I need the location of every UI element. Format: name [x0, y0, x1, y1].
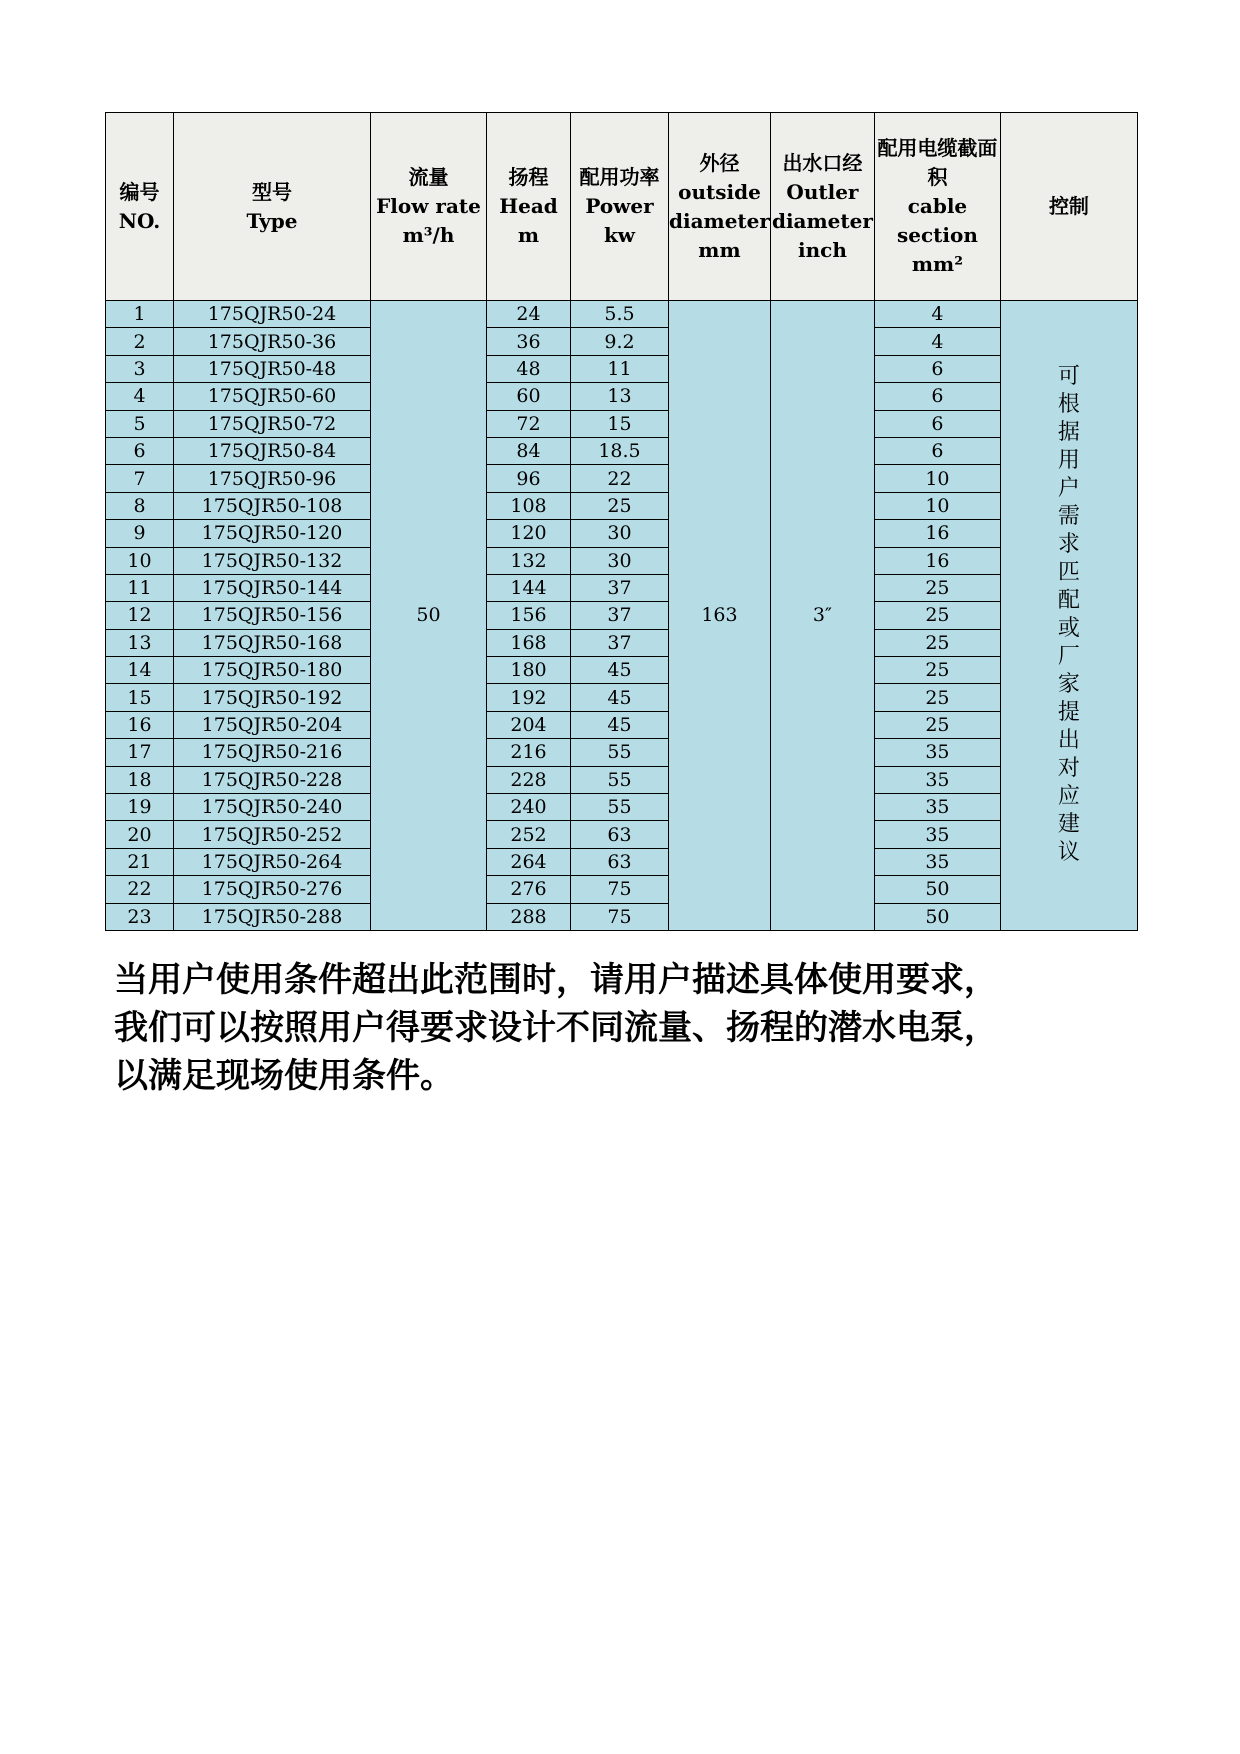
cell-type: 175QJR50-180: [174, 657, 371, 684]
cell-cable-section: 16: [874, 547, 1000, 574]
cell-cable-section: 25: [874, 657, 1000, 684]
usage-note-line-3: 以满足现场使用条件。: [114, 1056, 454, 1096]
cell-power: 37: [571, 574, 669, 601]
cell-power: 55: [571, 794, 669, 821]
cell-cable-section: 6: [874, 355, 1000, 382]
cell-head: 264: [487, 848, 571, 875]
cell-power: 63: [571, 821, 669, 848]
table-row: [106, 574, 1138, 601]
cell-type: 175QJR50-264: [174, 848, 371, 875]
cell-cable-section: 6: [874, 437, 1000, 464]
cell-power: 25: [571, 492, 669, 519]
cell-cable-section: 4: [874, 301, 1000, 328]
cell-type: 175QJR50-192: [174, 684, 371, 711]
cell-head: 36: [487, 328, 571, 355]
cell-control: [1000, 301, 1137, 931]
header-head-en-1: m: [517, 223, 540, 247]
cell-no: 22: [106, 876, 174, 903]
cell-head: 168: [487, 629, 571, 656]
control-text: 可根据用户需求匹配或厂家提出对应建议: [1057, 364, 1080, 866]
table-header-row: [106, 113, 1138, 301]
cell-type: 175QJR50-216: [174, 739, 371, 766]
cell-type: 175QJR50-276: [174, 876, 371, 903]
header-head-en-0: Head: [499, 194, 558, 218]
header-outlet-diameter-zh: 出水口经: [782, 150, 863, 175]
header-flow-rate-zh: 流量: [408, 165, 449, 189]
cell-no: 2: [106, 328, 174, 355]
cell-head: 60: [487, 383, 571, 410]
cell-type: 175QJR50-72: [174, 410, 371, 437]
header-outlet-diameter: [770, 113, 874, 301]
table-row: [106, 602, 1138, 629]
cell-type: 175QJR50-132: [174, 547, 371, 574]
cell-no: 1: [106, 301, 174, 328]
cell-no: 4: [106, 383, 174, 410]
header-head: [487, 113, 571, 301]
table-row: [106, 547, 1138, 574]
cell-power: 63: [571, 848, 669, 875]
cell-type: 175QJR50-120: [174, 520, 371, 547]
cell-power: 75: [571, 876, 669, 903]
table-row: [106, 711, 1138, 738]
cell-cable-section: 35: [874, 794, 1000, 821]
header-outlet-diameter-en-2: inch: [798, 237, 847, 262]
cell-type: 175QJR50-84: [174, 437, 371, 464]
header-outside-diameter-zh: 外径: [699, 150, 740, 175]
header-outlet-diameter-en-0: Outler: [786, 179, 859, 204]
header-flow-rate: [371, 113, 487, 301]
cell-no: 11: [106, 574, 174, 601]
table-row: [106, 766, 1138, 793]
header-outlet-diameter-en-1: diameter: [771, 208, 873, 233]
cell-no: 12: [106, 602, 174, 629]
header-cable-section: [874, 113, 1000, 301]
header-outside-diameter: [669, 113, 771, 301]
cell-type: 175QJR50-228: [174, 766, 371, 793]
header-power-en-0: Power: [585, 194, 654, 218]
cell-power: 9.2: [571, 328, 669, 355]
cell-cable-section: 50: [874, 903, 1000, 930]
header-control-zh: 控制: [1048, 194, 1089, 218]
cell-head: 132: [487, 547, 571, 574]
table-row: [106, 520, 1138, 547]
cell-head: 48: [487, 355, 571, 382]
cell-no: 8: [106, 492, 174, 519]
cell-head: 228: [487, 766, 571, 793]
cell-cable-section: 25: [874, 711, 1000, 738]
table-body: [106, 301, 1138, 931]
header-type-en-0: Type: [246, 208, 298, 233]
cell-cable-section: 25: [874, 602, 1000, 629]
table-row: [106, 328, 1138, 355]
header-flow-rate-en-1: m³/h: [402, 223, 455, 247]
cell-no: 17: [106, 739, 174, 766]
cell-outlet-diameter: 3″: [770, 301, 874, 931]
header-cable-section-en-2: mm²: [911, 252, 963, 276]
cell-power: 45: [571, 684, 669, 711]
cell-power: 11: [571, 355, 669, 382]
cell-cable-section: 35: [874, 821, 1000, 848]
header-power: [571, 113, 669, 301]
cell-power: 55: [571, 739, 669, 766]
pump-spec-table: [105, 112, 1138, 931]
cell-flow-rate: 50: [371, 301, 487, 931]
cell-type: 175QJR50-60: [174, 383, 371, 410]
header-cable-section-zh: 配用电缆截面积: [877, 136, 998, 189]
cell-power: 75: [571, 903, 669, 930]
cell-type: 175QJR50-240: [174, 794, 371, 821]
cell-power: 18.5: [571, 437, 669, 464]
cell-power: 37: [571, 629, 669, 656]
cell-power: 30: [571, 520, 669, 547]
cell-power: 55: [571, 766, 669, 793]
table-row: [106, 657, 1138, 684]
table-row: [106, 876, 1138, 903]
cell-type: 175QJR50-108: [174, 492, 371, 519]
cell-type: 175QJR50-96: [174, 465, 371, 492]
cell-head: 84: [487, 437, 571, 464]
cell-head: 276: [487, 876, 571, 903]
table-row: [106, 821, 1138, 848]
table-row: [106, 903, 1138, 930]
header-power-zh: 配用功率: [579, 165, 660, 189]
cell-no: 18: [106, 766, 174, 793]
cell-no: 23: [106, 903, 174, 930]
header-flow-rate-en-0: Flow rate: [376, 194, 481, 218]
cell-cable-section: 50: [874, 876, 1000, 903]
table-row: [106, 739, 1138, 766]
cell-no: 20: [106, 821, 174, 848]
cell-head: 288: [487, 903, 571, 930]
usage-note-line-2: 我们可以按照用户得要求设计不同流量、扬程的潜水电泵，: [114, 1008, 998, 1048]
table-row: [106, 410, 1138, 437]
cell-head: 204: [487, 711, 571, 738]
cell-power: 37: [571, 602, 669, 629]
header-outside-diameter-en-2: mm: [698, 237, 741, 262]
cell-no: 10: [106, 547, 174, 574]
table-row: [106, 794, 1138, 821]
cell-cable-section: 10: [874, 465, 1000, 492]
cell-cable-section: 25: [874, 684, 1000, 711]
cell-no: 9: [106, 520, 174, 547]
cell-power: 30: [571, 547, 669, 574]
cell-cable-section: 4: [874, 328, 1000, 355]
cell-power: 5.5: [571, 301, 669, 328]
cell-cable-section: 16: [874, 520, 1000, 547]
cell-cable-section: 35: [874, 848, 1000, 875]
cell-type: 175QJR50-168: [174, 629, 371, 656]
header-control: [1000, 113, 1137, 301]
cell-power: 45: [571, 657, 669, 684]
usage-note-line-1: 当用户使用条件超出此范围时，请用户描述具体使用要求，: [114, 960, 998, 1000]
table-row: [106, 355, 1138, 382]
cell-type: 175QJR50-288: [174, 903, 371, 930]
cell-type: 175QJR50-204: [174, 711, 371, 738]
cell-type: 175QJR50-36: [174, 328, 371, 355]
cell-cable-section: 6: [874, 383, 1000, 410]
cell-head: 24: [487, 301, 571, 328]
cell-no: 13: [106, 629, 174, 656]
cell-power: 22: [571, 465, 669, 492]
cell-type: 175QJR50-252: [174, 821, 371, 848]
usage-note: [114, 956, 1114, 1096]
cell-no: 14: [106, 657, 174, 684]
cell-cable-section: 6: [874, 410, 1000, 437]
cell-no: 19: [106, 794, 174, 821]
cell-head: 108: [487, 492, 571, 519]
cell-head: 252: [487, 821, 571, 848]
cell-no: 3: [106, 355, 174, 382]
cell-head: 240: [487, 794, 571, 821]
cell-type: 175QJR50-156: [174, 602, 371, 629]
header-cable-section-en-1: section: [896, 223, 978, 247]
table-row: [106, 437, 1138, 464]
cell-head: 72: [487, 410, 571, 437]
cell-head: 192: [487, 684, 571, 711]
header-head-zh: 扬程: [508, 165, 549, 189]
cell-power: 13: [571, 383, 669, 410]
cell-power: 45: [571, 711, 669, 738]
cell-cable-section: 25: [874, 574, 1000, 601]
header-outside-diameter-en-1: diameter: [669, 208, 770, 233]
header-type: [174, 113, 371, 301]
cell-head: 96: [487, 465, 571, 492]
cell-cable-section: 25: [874, 629, 1000, 656]
header-no: [106, 113, 174, 301]
header-cable-section-en-0: cable: [907, 194, 968, 218]
cell-head: 144: [487, 574, 571, 601]
header-power-en-1: kw: [603, 223, 636, 247]
cell-head: 216: [487, 739, 571, 766]
cell-cable-section: 10: [874, 492, 1000, 519]
table-row: [106, 629, 1138, 656]
cell-head: 120: [487, 520, 571, 547]
cell-power: 15: [571, 410, 669, 437]
cell-no: 5: [106, 410, 174, 437]
cell-no: 21: [106, 848, 174, 875]
cell-no: 6: [106, 437, 174, 464]
cell-type: 175QJR50-144: [174, 574, 371, 601]
cell-head: 156: [487, 602, 571, 629]
cell-cable-section: 35: [874, 739, 1000, 766]
cell-outside-diameter: 163: [669, 301, 771, 931]
cell-type: 175QJR50-48: [174, 355, 371, 382]
cell-no: 16: [106, 711, 174, 738]
cell-no: 15: [106, 684, 174, 711]
table-row: [106, 848, 1138, 875]
header-no-en-0: NO.: [118, 208, 161, 233]
table-row: [106, 301, 1138, 328]
header-outside-diameter-en-0: outside: [678, 179, 761, 204]
pump-spec-table-wrapper: [105, 112, 1138, 931]
cell-head: 180: [487, 657, 571, 684]
cell-no: 7: [106, 465, 174, 492]
cell-type: 175QJR50-24: [174, 301, 371, 328]
cell-cable-section: 35: [874, 766, 1000, 793]
table-row: [106, 684, 1138, 711]
table-row: [106, 383, 1138, 410]
header-no-zh: 编号: [119, 179, 160, 204]
header-type-zh: 型号: [252, 179, 292, 204]
table-row: [106, 465, 1138, 492]
table-row: [106, 492, 1138, 519]
